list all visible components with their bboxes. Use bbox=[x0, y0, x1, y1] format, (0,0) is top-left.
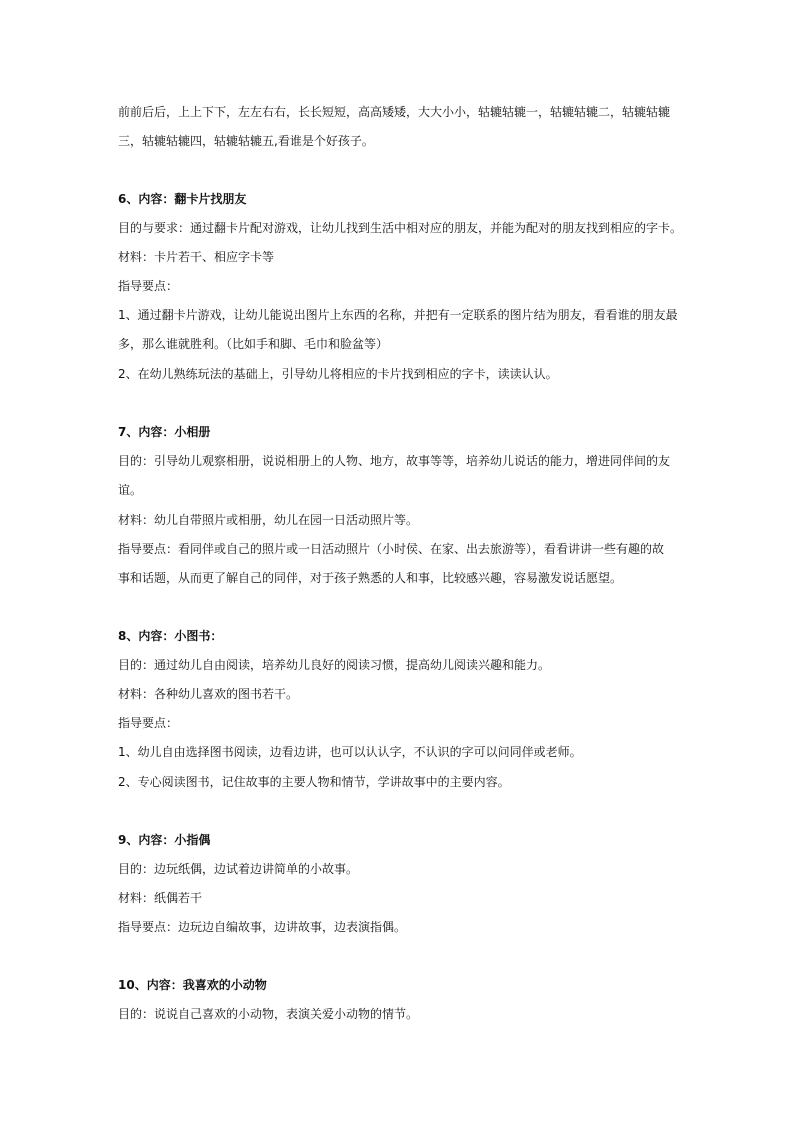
section-7-title: 7、内容：小相册 bbox=[118, 425, 211, 439]
section-7-goal-b: 谊。 bbox=[118, 483, 143, 497]
section-8-guide-label: 指导要点： bbox=[118, 716, 179, 730]
section-9-goal: 目的：边玩纸偶，边试着边讲简单的小故事。 bbox=[118, 862, 359, 876]
section-6-point-1a: 1、通过翻卡片游戏，让幼儿能说出图片上东西的名称，并把有一定联系的图片结为朋友，看看谁的朋友最 bbox=[118, 308, 678, 322]
section-7-guide-b: 事和话题，从而更了解自己的同伴，对于孩子熟悉的人和事，比较感兴趣，容易激发说话愿望。 bbox=[118, 571, 623, 585]
section-6-goal: 目的与要求：通过翻卡片配对游戏，让幼儿找到生活中相对应的朋友，并能为配对的朋友找到相应的字卡。 bbox=[118, 221, 683, 235]
section-6-point-2: 2、在幼儿熟练玩法的基础上，引导幼儿将相应的卡片找到相应的字卡，读读认认。 bbox=[118, 367, 558, 381]
section-6-title: 6、内容：翻卡片找朋友 bbox=[118, 192, 247, 206]
intro-line-1: 前前后后，上上下下，左左右右，长长短短，高高矮矮，大大小小，轱辘轱辘一，轱辘轱辘二，轱辘轱辘 bbox=[118, 105, 671, 119]
section-8-goal: 目的：通过幼儿自由阅读，培养幼儿良好的阅读习惯，提高幼儿阅读兴趣和能力。 bbox=[118, 658, 551, 672]
section-9-title: 9、内容：小指偶 bbox=[118, 833, 211, 847]
section-6-point-1b: 多，那么谁就胜利。（比如手和脚、毛巾和脸盆等） bbox=[118, 337, 389, 351]
section-10-title: 10、内容：我喜欢的小动物 bbox=[118, 978, 267, 992]
section-8-point-1: 1、幼儿自由选择图书阅读，边看边讲，也可以认认字，不认识的字可以问同伴或老师。 bbox=[118, 745, 582, 759]
section-8-title: 8、内容：小图书： bbox=[118, 629, 223, 643]
section-6-guide-label: 指导要点： bbox=[118, 279, 179, 293]
section-7-guide-a: 指导要点：看同伴或自己的照片或一日活动照片（小时侯、在家、出去旅游等），看看讲讲一些有趣的故 bbox=[118, 542, 665, 556]
section-9-material: 材料：纸偶若干 bbox=[118, 891, 203, 905]
section-7-material: 材料：幼儿自带照片或相册，幼儿在园一日活动照片等。 bbox=[118, 513, 419, 527]
section-6-material: 材料：卡片若干、相应字卡等 bbox=[118, 250, 275, 264]
section-8-point-2: 2、专心阅读图书，记住故事的主要人物和情节，学讲故事中的主要内容。 bbox=[118, 775, 510, 789]
section-7-goal-a: 目的：引导幼儿观察相册，说说相册上的人物、地方，故事等等，培养幼儿说话的能力，增进同伴间的友 bbox=[118, 454, 671, 468]
section-9-guide: 指导要点：边玩边自编故事，边讲故事，边表演指偶。 bbox=[118, 920, 407, 934]
section-10-goal: 目的：说说自己喜欢的小动物，表演关爱小动物的情节。 bbox=[118, 1007, 419, 1021]
section-8-material: 材料：各种幼儿喜欢的图书若干。 bbox=[118, 687, 299, 701]
intro-line-2: 三，轱辘轱辘四，轱辘轱辘五,看谁是个好孩子。 bbox=[118, 134, 374, 148]
